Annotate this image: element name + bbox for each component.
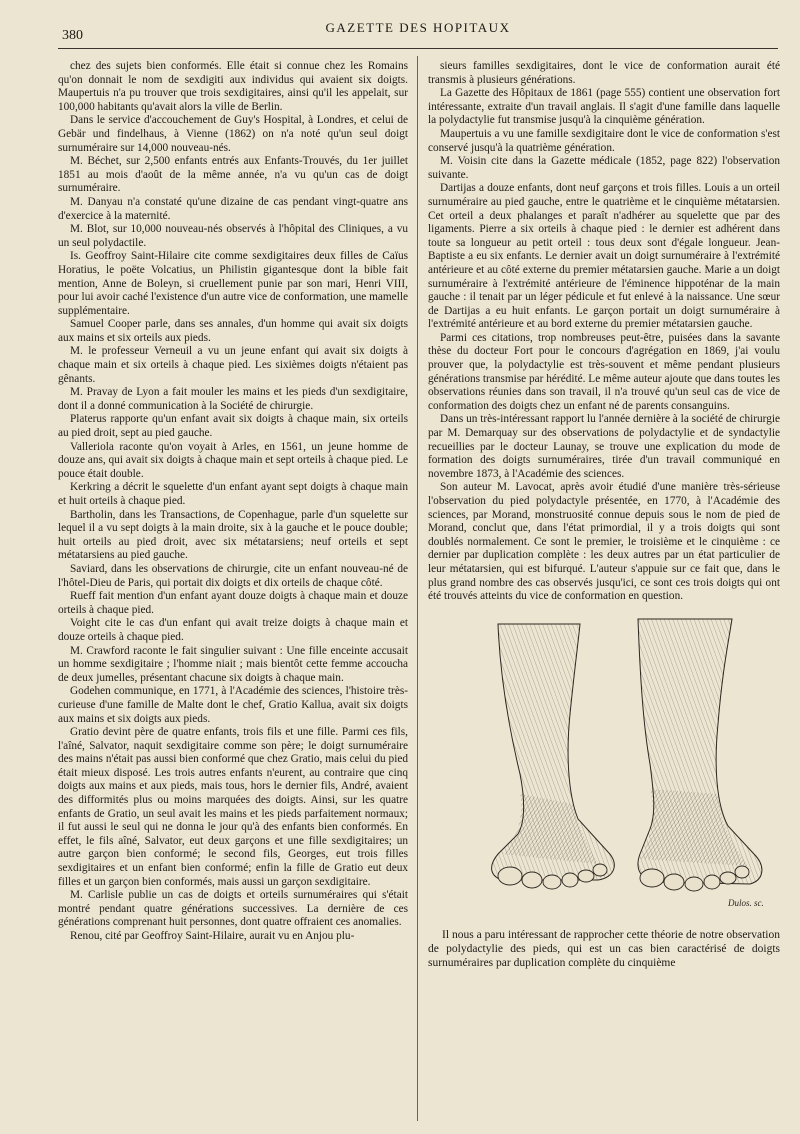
- paragraph: M. Crawford raconte le fait singulier suivant : Une fille enceinte accusait un homme sexdigitaire ; l'homme niait ; mais bientôt cette femme accoucha de deux jumelles, présentant chacune six doigts à chaque main.: [58, 644, 408, 684]
- paragraph: La Gazette des Hôpitaux de 1861 (page 555) contient une observation fort intéressante, extraite d'un travail anglais. Il s'agit d'une famille dans laquelle la polydactylie fut transmise jusqu'à la cinquième génération.: [428, 87, 780, 127]
- right-column: [428, 60, 780, 970]
- page-header: [58, 18, 778, 49]
- polydactyl-feet-illustration: [428, 614, 780, 914]
- paragraph: Voight cite le cas d'un enfant qui avait treize doigts à chaque main et douze orteils à chaque pied.: [58, 617, 408, 643]
- paragraph: Kerkring a décrit le squelette d'un enfant ayant sept doigts à chaque main et huit orteils à chaque pied.: [58, 481, 408, 507]
- paragraph: Bartholin, dans les Transactions, de Copenhague, parle d'un squelette sur lequel il a vu sept doigts à la main droite, six à la gauche et le pouce double; huit orteils au pied droit, avec six métatarsiens; neuf orteils et sept métatarsiens au pied gauche.: [58, 508, 408, 562]
- running-title: GAZETTE DES HOPITAUX: [325, 20, 511, 35]
- feet-engraving-figure: [428, 614, 780, 914]
- paragraph: Parmi ces citations, trop nombreuses peut-être, puisées dans la savante thèse du docteur Fort pour le concours d'agrégation en 1869, j'ai voulu prouver que, la polydactylie est très-souvent et même pendant plusieurs générations transmise par hérédité. Le même auteur ajoute que dans toutes les observations réunies dans son travail, il n'a trouvé qu'un seul cas de vice de conformation des doigts chez un enfant né de parents consanguins.: [428, 331, 780, 412]
- paragraph: M. Blot, sur 10,000 nouveau-nés observés à l'hôpital des Cliniques, a vu un seul polydactile.: [58, 223, 408, 249]
- paragraph: Dans le service d'accouchement de Guy's Hospital, à Londres, et celui de Gebär und findelhaus, à Vienne (1862) on n'a noté qu'un seul doigt surnuméraire sur 14,000 nouveau-nés.: [58, 114, 408, 154]
- caption-text: Il nous a paru intéressant de rapprocher cette théorie de notre observation de polydactylie des pieds, qui est un cas bien caractérisé de doigts surnuméraires par duplication complète du cinquième: [428, 928, 780, 969]
- page-number: 380: [62, 28, 83, 43]
- paragraph: Samuel Cooper parle, dans ses annales, d'un homme qui avait six doigts aux mains et six orteils aux pieds.: [58, 318, 408, 344]
- left-column: [58, 60, 408, 944]
- paragraph: M. Voisin cite dans la Gazette médicale (1852, page 822) l'observation suivante.: [428, 155, 780, 181]
- paragraph: Is. Geoffroy Saint-Hilaire cite comme sexdigitaires deux filles de Caïus Horatius, le poëte Volcatius, un Philistin gigantesque dont la bible fait mention, Anne de Boleyn, si cruellement punie par son mari, Henri VIII, pour lui avoir caché l'existence d'un autre vice de conformation, une mamelle supplémentaire.: [58, 250, 408, 317]
- paragraph: Platerus rapporte qu'un enfant avait six doigts à chaque main, six orteils au pied droit, sept au pied gauche.: [58, 413, 408, 440]
- column-divider: [417, 56, 418, 1121]
- figure-caption: [428, 928, 780, 970]
- paragraph: Rueff fait mention d'un enfant ayant douze doigts à chaque main et douze orteils à chaque pied.: [58, 590, 408, 616]
- paragraph: M. Pravay de Lyon a fait mouler les mains et les pieds d'un sexdigitaire, dont il a donné communication à la Société de chirurgie.: [58, 386, 408, 412]
- paragraph: Renou, cité par Geoffroy Saint-Hilaire, aurait vu en Anjou plu-: [70, 930, 355, 942]
- paragraph: Maupertuis a vu une famille sexdigitaire dont le vice de conformation s'est conservé jusqu'à la quatrième génération.: [428, 127, 780, 154]
- engraver-signature: Dulos. sc.: [728, 897, 764, 908]
- paragraph: chez des sujets bien conformés. Elle était si connue chez les Romains qu'on donnait le nom de sexdigiti aux individus qui avaient six doigts. Maupertuis n'a pu trouver que trois sexdigitaires, ainsi qu'il les appelait, sur 100,000 habitants qu'avait alors la ville de Berlin.: [58, 60, 408, 113]
- paragraph: Dans un très-intéressant rapport lu l'année dernière à la société de chirurgie par M. Demarquay sur des observations de polydactylie et de syndactylie recueillies par le docteur Launay, se trouve une explication du mode de formation des doigts surnuméraires, tirée d'un travail communiqué en novembre 1873, à l'Académie des sciences.: [428, 413, 780, 480]
- paragraph: sieurs familles sexdigitaires, dont le vice de conformation aurait été transmis à plusieurs générations.: [428, 60, 780, 86]
- paragraph: Dartijas a douze enfants, dont neuf garçons et trois filles. Louis a un orteil surnuméraire au pied gauche, entre le quatrième et le cinquième métatarsien. Cet orteil a deux phalanges et paraît n'adhérer au squelette que par des ligaments. Pierre a six orteils à chaque pied : le dernier est adhérent dans toute sa longueur au petit orteil : tous deux sont d'égale longueur. Jean-Baptiste a eu six enfants. Le dernier avait un doigt surnuméraire à l'extrémité antérieure et au côté externe du premier métatarsien gauche. Marie a un doigt surnuméraire à l'extrémité antérieure de l'éminence hippoténar de la main gauche : il tenait par un léger pédicule et fut enlevé à la naissance. Une sœur de Dartijas a eu huit enfants. Le garçon portait un doigt surnuméraire à l'extrémité antérieure et au bord externe du premier métatarsien gauche.: [428, 182, 780, 331]
- paragraph: Saviard, dans les observations de chirurgie, cite un enfant nouveau-né de l'hôtel-Dieu de Paris, qui portait dix doigts et dix orteils de chaque côté.: [58, 562, 408, 589]
- paragraph: M. le professeur Verneuil a vu un jeune enfant qui avait six doigts à chaque main et six orteils à chaque pied. Les sixièmes doigts n'étaient pas gênants.: [58, 345, 408, 385]
- paragraph: Valleriola raconte qu'on voyait à Arles, en 1561, un jeune homme de douze ans, qui avait six doigts à chaque main et sept orteils à chaque pied. Le pouce était double.: [58, 440, 408, 480]
- paragraph: M. Carlisle publie un cas de doigts et orteils surnuméraires qui s'était montré pendant quatre générations successives. La dernière de ces générations comprenant huit personnes, dont quatre offraient ces anomalies.: [58, 889, 408, 929]
- paragraph: M. Béchet, sur 2,500 enfants entrés aux Enfants-Trouvés, du 1er juillet 1851 au mois d'août de la même année, n'a vu qu'un cas de doigt surnuméraire.: [58, 155, 408, 195]
- paragraph: Godehen communique, en 1771, à l'Académie des sciences, l'histoire très-curieuse d'une famille de Malte dont le chef, Gratio Kallua, avait six doigts aux mains et six doigts aux pieds.: [58, 685, 408, 725]
- paragraph: M. Danyau n'a constaté qu'une dizaine de cas pendant vingt-quatre ans d'exercice à la maternité.: [58, 195, 408, 222]
- paragraph: Son auteur M. Lavocat, après avoir étudié d'une manière très-sérieuse l'observation du pied polydactyle présentée, en 1770, à l'Académie des sciences, par Morand, monstruosité connue depuis sous le nom de pied de Morand, conclut que, dans l'état primordial, il y a trois doigts qui sont doublés normalement. Ce sont le premier, le troisième et le cinquième : ce dernier par duplication complète : les deux autres par un état particulier de leur métatarsien, qui est bifurqué. L'auteur s'appuie sur ce fait que, dans le plus grand nombre des cas observés jusqu'ici, ce sont ces trois doigts qui ont été trouvés atteints du vice de conformation en question.: [428, 481, 780, 603]
- right-foot-shade: [640, 789, 748, 866]
- paragraph: Gratio devint père de quatre enfants, trois fils et une fille. Parmi ces fils, l'aîné, Salvator, naquit sexdigitaire comme son père; le doigt surnuméraire des mains n'était pas aussi bien conformé que chez Gratio, mais celui du pied était mieux disposé. Les trois autres enfants n'eurent, au contraire que cinq doigts aux mains et aux pieds, mais tous, hors le dernier fils, André, avaient des difformités plus ou moins marquées des doigts. Ainsi, sur les quatre enfants de Gratio, un seul avait les mains et les pieds parfaitement normaux; il fut aussi le seul qui ne donna le jour qu'à des enfants bien conformés. En effet, le fils aîné, Salvator, eut deux garçons et une fille sexdigitaires; un autre garçon bien conformé; le second fils, Georges, eut trois filles sexdigitaires et un enfant bien conformé; enfin la fille de Gratio eut deux filles et un garçon bien conformés, mais aussi un garçon sexdigitaire.: [58, 726, 408, 888]
